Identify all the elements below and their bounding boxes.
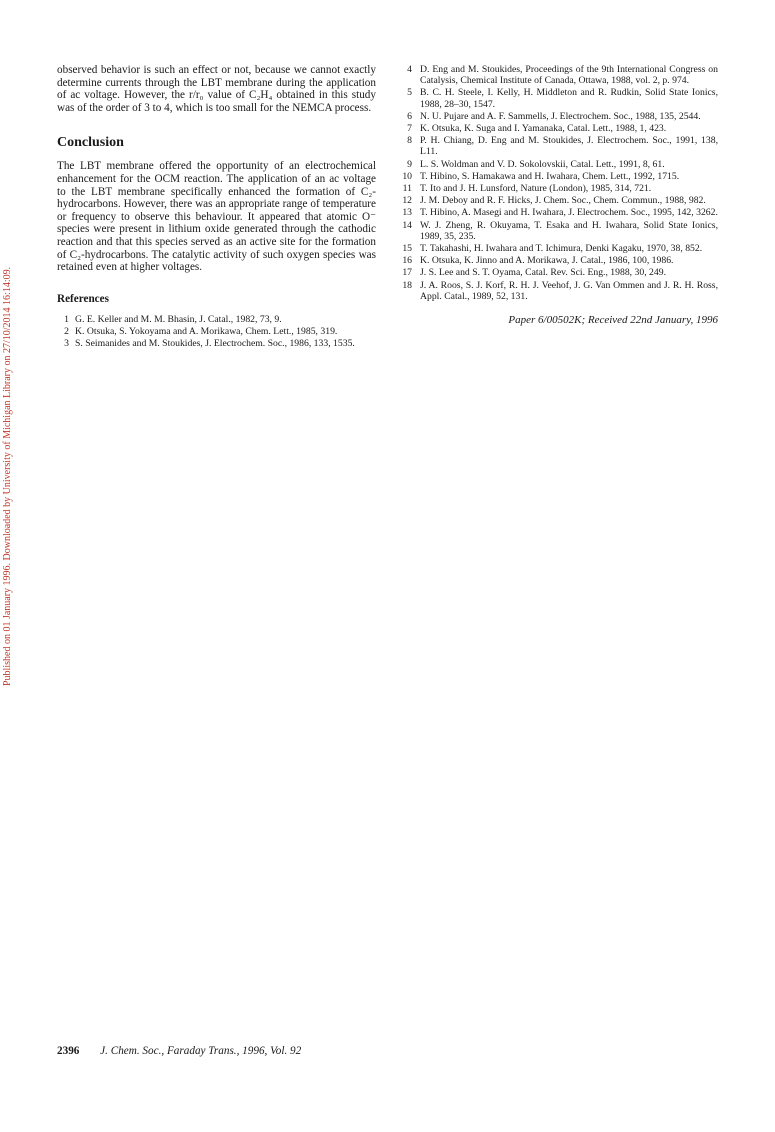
reference-item xyxy=(57,314,376,325)
reference-item xyxy=(398,280,718,302)
references-list-left xyxy=(57,314,376,350)
reference-number: 9 xyxy=(407,158,412,170)
reference-item xyxy=(398,135,718,157)
reference-item xyxy=(398,220,718,242)
reference-number: 7 xyxy=(407,123,412,135)
reference-item xyxy=(398,159,718,170)
journal-citation: J. Chem. Soc., Faraday Trans., 1996, Vol. 92 xyxy=(100,1045,302,1057)
reference-text: P. H. Chiang, D. Eng and M. Stoukides, J. Electrochem. Soc., 1991, 138, L11. xyxy=(420,135,718,158)
intro-paragraph: observed behavior is such an effect or not, because we cannot exactly determine currents through the LBT membrane during the application of ac voltage. However, the r/r₀ value of C₂H₄ obtained in this study was of the order of 3 to 4, which is too small for the NEMCA process. xyxy=(57,64,376,114)
reference-number: 5 xyxy=(407,87,412,99)
reference-item xyxy=(398,64,718,86)
reference-item xyxy=(398,195,718,206)
reference-item xyxy=(398,183,718,194)
reference-text: D. Eng and M. Stoukides, Proceedings of the 9th International Congress on Catalysis, Chemical Institute of Canada, Ottawa, 1988, vol. 2, p. 974. xyxy=(420,64,718,87)
reference-number: 12 xyxy=(402,195,412,207)
reference-number: 11 xyxy=(402,183,412,195)
reference-number: 13 xyxy=(402,207,412,219)
reference-number: 1 xyxy=(64,313,69,325)
reference-item xyxy=(398,123,718,134)
reference-text: K. Otsuka, K. Suga and I. Yamanaka, Catal. Lett., 1988, 1, 423. xyxy=(420,123,667,135)
conclusion-paragraph: The LBT membrane offered the opportunity of an electrochemical enhancement for the OCM reaction. The application of an ac voltage to the LBT membrane specifically enhanced the formation of C₂-hydrocarbons. However, there was an appropriate range of temperature or frequency to observe this behaviour. It appeared that atomic O⁻ species were present in lithium oxide generated through the cathodic reaction and that this species served as an active site for the formation of C₂-hydrocarbons. The catalytic activity of such oxygen species was retained even at higher voltages. xyxy=(57,160,376,274)
reference-text: B. C. H. Steele, I. Kelly, H. Middleton and R. Rudkin, Solid State Ionics, 1988, 28–30, 1547. xyxy=(420,87,718,110)
received-date-note: Paper 6/00502K; Received 22nd January, 1996 xyxy=(508,314,718,327)
conclusion-heading: Conclusion xyxy=(57,135,124,151)
reference-text: L. S. Woldman and V. D. Sokolovskii, Catal. Lett., 1991, 8, 61. xyxy=(420,158,665,170)
reference-text: W. J. Zheng, R. Okuyama, T. Esaka and H. Iwahara, Solid State Ionics, 1989, 35, 235. xyxy=(420,219,718,242)
reference-number: 10 xyxy=(402,170,412,182)
reference-number: 18 xyxy=(402,279,412,291)
reference-item xyxy=(398,255,718,266)
reference-item xyxy=(398,267,718,278)
reference-item xyxy=(398,243,718,254)
reference-item xyxy=(398,207,718,218)
download-watermark xyxy=(2,236,16,686)
reference-text: T. Ito and J. H. Lunsford, Nature (London), 1985, 314, 721. xyxy=(420,183,652,195)
reference-item xyxy=(57,326,376,337)
reference-text: T. Takahashi, H. Iwahara and T. Ichimura, Denki Kagaku, 1970, 38, 852. xyxy=(420,243,703,255)
page-number: 2396 xyxy=(57,1045,80,1057)
reference-text: N. U. Pujare and A. F. Sammells, J. Electrochem. Soc., 1988, 135, 2544. xyxy=(420,110,701,122)
reference-number: 16 xyxy=(402,255,412,267)
reference-text: K. Otsuka, K. Jinno and A. Morikawa, J. Catal., 1986, 100, 1986. xyxy=(420,255,674,267)
reference-number: 6 xyxy=(407,110,412,122)
reference-text: J. M. Deboy and R. F. Hicks, J. Chem. Soc., Chem. Commun., 1988, 982. xyxy=(420,195,706,207)
reference-number: 2 xyxy=(64,325,69,337)
reference-number: 17 xyxy=(402,267,412,279)
download-watermark-text: Published on 01 January 1996. Downloaded by University of Michigan Library on 27/10/2014 16:14:09. xyxy=(2,266,13,686)
page-footer xyxy=(57,1045,301,1057)
reference-text: T. Hibino, S. Hamakawa and H. Iwahara, Chem. Lett., 1992, 1715. xyxy=(420,170,680,182)
reference-text: J. S. Lee and S. T. Oyama, Catal. Rev. Sci. Eng., 1988, 30, 249. xyxy=(420,267,667,279)
reference-text: J. A. Roos, S. J. Korf, R. H. J. Veehof, J. G. Van Ommen and J. R. H. Ross, Appl. Catal., 1989, 52, 131. xyxy=(420,279,718,302)
reference-number: 15 xyxy=(402,243,412,255)
reference-text: T. Hibino, A. Masegi and H. Iwahara, J. Electrochem. Soc., 1995, 142, 3262. xyxy=(420,207,718,219)
reference-text: K. Otsuka, S. Yokoyama and A. Morikawa, Chem. Lett., 1985, 319. xyxy=(75,325,338,337)
reference-text: S. Seimanides and M. Stoukides, J. Electrochem. Soc., 1986, 133, 1535. xyxy=(75,338,355,350)
reference-number: 14 xyxy=(402,219,412,231)
reference-number: 3 xyxy=(64,338,69,350)
reference-item xyxy=(398,171,718,182)
left-column xyxy=(57,64,376,350)
reference-item xyxy=(398,111,718,122)
references-list-right xyxy=(398,64,718,302)
reference-item xyxy=(398,87,718,109)
reference-text: G. E. Keller and M. M. Bhasin, J. Catal., 1982, 73, 9. xyxy=(75,313,282,325)
reference-number: 8 xyxy=(407,135,412,147)
reference-item xyxy=(57,338,376,349)
reference-number: 4 xyxy=(407,64,412,75)
references-heading: References xyxy=(57,292,109,305)
right-column xyxy=(398,64,718,326)
